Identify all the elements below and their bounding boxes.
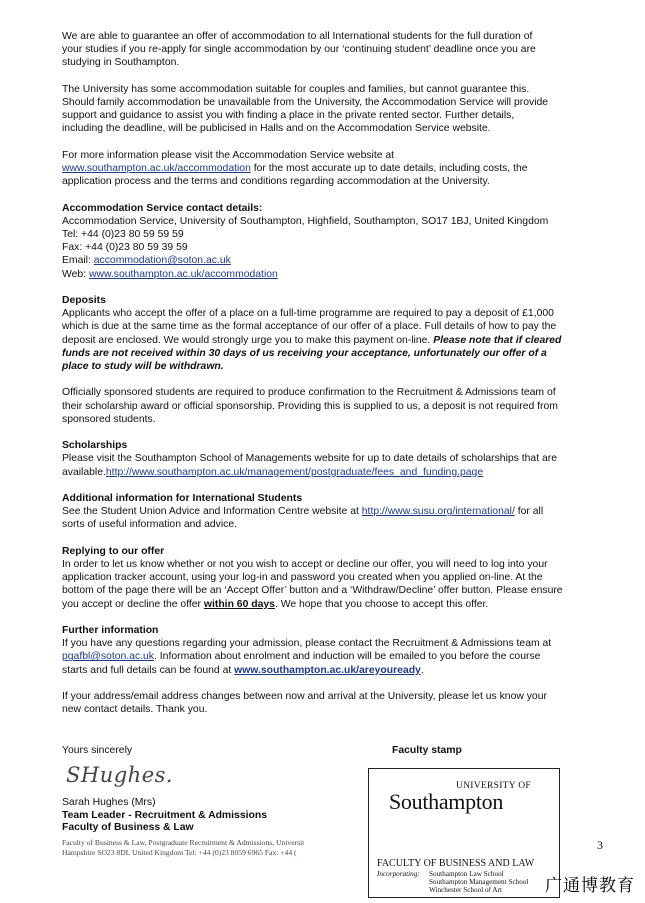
footer-line: Hampshire SO23 8DL United Kingdom Tel: +44 (0)23 8059 6965 Fax: +44 ( [62,848,297,857]
international-heading: Additional information for International Students [62,493,303,504]
scholarships-link[interactable]: http://www.southampton.ac.uk/management/postgraduate/fees_and_funding.page [105,466,484,478]
text-line: studying in Southampton. [62,57,180,69]
international-section [62,492,614,532]
text-line [62,650,614,663]
text-line: We are able to guarantee an offer of accommodation to all International students for the full duration of [62,31,533,42]
text-line: support and guidance to assist you with finding a place in the private rented sector. Further details, [62,110,515,122]
scholarships-section [62,439,614,479]
text-span: for the most accurate up to date details, including costs, the [250,163,528,174]
web-link[interactable]: www.southampton.ac.uk/accommodation [88,268,278,280]
deposits-section [62,294,614,373]
text-line: application tracker account, using your log-in and password you created when you applied on-line. At the [62,572,543,584]
text-line: Officially sponsored students are required to produce confirmation to the Recruitment & Admissions team of [62,387,556,399]
footer-line: Faculty of Business & Law, Postgraduate Recruitment & Admissions, Universit [62,838,305,847]
deadline-emphasis: within 60 days [203,598,275,610]
stamp-university-of: UNIVERSITY OF [455,781,531,791]
replying-heading: Replying to our offer [62,545,165,557]
text-line: which is due at the same time as the formal acceptance of our offer of a place. Full details of how to pay the [62,321,557,333]
deposit-warning: Please note that if cleared [433,334,562,346]
email-label: Email: [62,255,94,267]
stamp-incorporating [377,870,529,895]
accommodation-link[interactable]: www.southampton.ac.uk/accommodation [62,163,251,174]
paragraph-more-info [62,149,614,189]
text-line: your studies if you re-apply for single accommodation by our ‘continuing student’ deadline once you are [62,44,536,56]
text-span: . Information about enrolment and induction will be emailed to you before the course [154,651,541,663]
watermark-text: 广通博教育 [545,876,635,895]
text-line: Please visit the Southampton School of Managements website for up to date details of scholarships that are [62,453,557,465]
text-line: new contact details. Thank you. [62,704,208,716]
further-heading: Further information [62,625,159,636]
signer-block [62,797,267,835]
text-line: Should family accommodation be unavailable from the University, the Accommodation Service will provide [62,97,549,108]
text-span: available. [62,466,106,478]
contact-fax: Fax: +44 (0)23 80 59 39 59 [62,242,188,254]
contact-web-line [62,268,614,281]
scholarships-heading: Scholarships [62,440,128,452]
signer-title: Team Leader - Recruitment & Admissions [62,809,267,821]
paragraph-family [62,83,614,136]
text-line: bottom of the page there will be an ‘Accept Offer’ button and a ‘Withdraw/Decline’ offer button. Please ensure [62,585,563,597]
web-label: Web: [62,268,89,280]
stamp-schools [429,870,528,895]
deposits-heading: Deposits [62,295,106,306]
deposit-warning: funds are not received within 30 days of us receiving your acceptance, unfortunately our offer of a [62,347,547,359]
stamp-incorporating-label: Incorporating: [377,870,420,878]
signer-name: Sarah Hughes (Mrs) [62,797,156,808]
text-line: The University has some accommodation suitable for couples and families, but cannot guarantee this. [62,83,530,95]
signer-faculty: Faculty of Business & Law [62,822,194,833]
address-change-paragraph [62,690,614,716]
text-line: application process and the terms and conditions regarding accommodation at the University. [62,176,490,188]
further-info-section [62,624,614,677]
closing-salutation: Yours sincerely [62,745,133,756]
susu-link[interactable]: http://www.susu.org/international/ [361,506,515,518]
text-span: starts and full details can be found at [62,664,235,676]
deposit-warning: place to study will be withdrawn. [62,361,224,373]
text-line: If your address/email address changes between now and arrival at the University, please let us know your [62,691,547,702]
text-line: their scholarship award or official sponsorship. Providing this is supplied to us, a deposit is not required from [62,400,558,412]
text-span: . We hope that you choose to accept this offer. [274,598,489,610]
stamp-school: Southampton Management School [429,878,529,887]
pgafbl-email-link[interactable]: pgafbl@soton.ac.uk [62,651,154,663]
text-line [62,598,614,611]
areyouready-link[interactable]: www.southampton.ac.uk/areyouready [234,664,421,676]
sponsored-paragraph [62,386,614,426]
page-number: 3 [597,838,603,852]
contact-heading: Accommodation Service contact details: [62,202,263,214]
faculty-stamp [368,768,560,898]
text-line [62,466,614,479]
handwritten-signature: SHughes. [66,763,174,787]
footer-address [62,838,362,858]
text-line: Applicants who accept the offer of a place on a full-time programme are required to pay a deposit of £1,000 [62,308,554,320]
stamp-faculty: FACULTY OF BUSINESS AND LAW [377,858,535,869]
letter-body [62,30,614,730]
stamp-school: Winchester School of Art [429,886,502,895]
text-line: sponsored students. [62,413,156,425]
text-line: sorts of useful information and advice. [62,519,238,531]
paragraph-guarantee [62,30,614,70]
contact-details [62,202,614,281]
contact-email-line [62,254,614,267]
text-line: For more information please visit the Accommodation Service website at [62,149,395,161]
text-line: including the deadline, will be publicised in Halls and on the Accommodation Service website. [62,123,491,135]
text-span: . [420,664,424,676]
text-line: If you have any questions regarding your admission, please contact the Recruitment & Admissions team at [62,638,552,650]
text-line [62,505,614,518]
text-line [62,664,614,677]
email-link[interactable]: accommodation@soton.ac.uk [93,255,231,267]
text-span: you accept or decline the offer [62,598,204,610]
text-span: deposit are enclosed. We would strongly urge you to make this payment on-line. [62,334,434,346]
text-line [62,334,614,347]
text-line [62,162,614,175]
contact-tel: Tel: +44 (0)23 80 59 59 59 [62,229,184,240]
text-span: See the Student Union Advice and Information Centre website at [62,506,362,518]
text-span: for all [514,506,544,518]
faculty-stamp-label: Faculty stamp [392,745,462,756]
text-line: In order to let us know whether or not you wish to accept or decline our offer, you will need to log into your [62,559,548,570]
contact-address: Accommodation Service, University of Southampton, Highfield, Southampton, SO17 1BJ, United Kingdom [62,215,549,227]
stamp-southampton-logo: Southampton [389,789,504,814]
replying-section [62,545,614,611]
stamp-school: Southampton Law School [429,870,504,878]
